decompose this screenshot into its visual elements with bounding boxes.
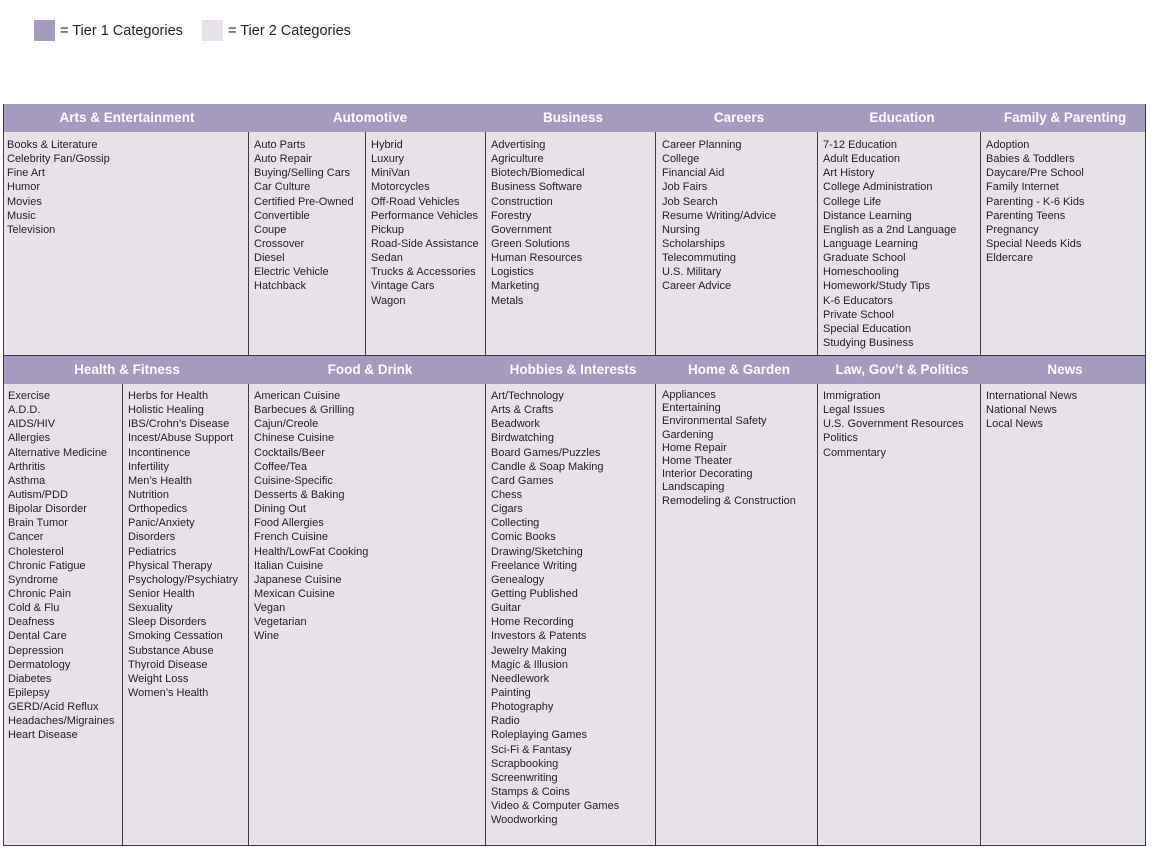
column-divider	[485, 384, 486, 846]
tier2-list-health-fitness-b	[128, 389, 238, 700]
tier2-item: Cocktails/Beer	[254, 446, 325, 459]
tier2-item: Epilepsy	[8, 686, 50, 699]
column-divider	[248, 132, 249, 356]
tier2-item: Chronic Fatigue	[8, 559, 86, 572]
tier2-item: Board Games/Puzzles	[491, 446, 601, 459]
tier2-item: Cholesterol	[8, 545, 64, 558]
tier2-item: Smoking Cessation	[128, 630, 223, 643]
tier1-header-arts-entertainment: Arts & Entertainment	[59, 110, 195, 125]
tier2-item: IBS/Crohn’s Disease	[128, 418, 230, 431]
tier2-item: Art/Technology	[491, 390, 564, 402]
tier2-item: Metals	[491, 294, 524, 307]
tier2-item: Substance Abuse	[128, 644, 214, 657]
tier2-item: Job Search	[662, 195, 718, 208]
tier2-item: Babies & Toddlers	[986, 153, 1075, 166]
tier2-item: Thyroid Disease	[128, 658, 208, 671]
tier2-item: Radio	[491, 715, 520, 728]
column-divider	[485, 132, 486, 356]
column-divider	[980, 384, 981, 846]
tier2-item: Environmental Safety	[662, 415, 767, 428]
tier1-header-hobbies-interests: Hobbies & Interests	[509, 362, 637, 377]
tier2-item: Barbecues & Grilling	[254, 404, 355, 417]
tier1-header-home-garden: Home & Garden	[687, 362, 791, 377]
tier2-item: Studying Business	[823, 336, 914, 349]
tier2-item: Parenting Teens	[986, 209, 1066, 222]
tier2-list-automotive-a	[254, 138, 354, 294]
tier2-item: Dermatology	[8, 658, 71, 671]
tier1-header-careers: Careers	[713, 110, 765, 125]
tier2-item: A.D.D.	[8, 404, 41, 417]
tier2-item: Pediatrics	[128, 545, 177, 558]
tier2-item: Art History	[823, 167, 875, 180]
tier2-item: Daycare/Pre School	[986, 167, 1084, 180]
tier2-item: Special Education	[823, 322, 912, 335]
tier2-item: Screenwriting	[491, 771, 558, 784]
tier2-item: Convertible	[254, 209, 310, 222]
tier2-item: French Cuisine	[254, 531, 328, 544]
tier2-item: Italian Cuisine	[254, 559, 324, 572]
tier2-item: Cancer	[8, 531, 44, 544]
tier2-item: Biotech/Biomedical	[491, 167, 585, 180]
column-divider	[817, 132, 818, 356]
tier2-item: Marketing	[491, 280, 540, 293]
tier1-header-automotive: Automotive	[332, 110, 408, 125]
tier2-item: Women’s Health	[128, 686, 209, 699]
tier2-item: Entertaining	[662, 402, 721, 415]
tier2-item: Orthopedics	[128, 503, 188, 516]
tier2-item: Incest/Abuse Support	[128, 432, 234, 445]
tier2-item: Commentary	[823, 446, 886, 459]
tier2-item: Dental Care	[8, 630, 67, 643]
tier2-item: Family Internet	[986, 181, 1059, 194]
tier2-item: Motorcycles	[371, 181, 430, 194]
tier2-item: Health/LowFat Cooking	[254, 545, 369, 558]
tier2-item: Desserts & Baking	[254, 488, 345, 501]
tier2-item: Hybrid	[371, 139, 403, 151]
tier2-item: Home Recording	[491, 616, 574, 629]
tier2-item: Sleep Disorders	[128, 616, 207, 629]
tier2-item: Chess	[491, 488, 523, 501]
tier2-item: Genealogy	[491, 573, 545, 586]
tier2-item: Vegetarian	[254, 616, 307, 629]
tier2-item: Appliances	[662, 389, 716, 401]
tier2-item: Disorders	[128, 531, 176, 544]
tier2-item: Woodworking	[491, 814, 558, 827]
tier2-item: Agriculture	[491, 153, 544, 166]
tier2-item: Eldercare	[986, 252, 1034, 265]
tier2-item: Coupe	[254, 223, 287, 236]
tier2-item: Stamps & Coins	[491, 785, 570, 798]
tier2-item: Private School	[823, 308, 894, 321]
tier2-item: Vintage Cars	[371, 280, 435, 293]
tier2-item: Arthritis	[8, 460, 46, 473]
tier2-item: Government	[491, 223, 552, 236]
tier2-item: Immigration	[823, 390, 881, 402]
tier2-item: Parenting - K-6 Kids	[986, 195, 1085, 208]
tier2-item: Career Planning	[662, 139, 742, 151]
tier2-item: U.S. Government Resources	[823, 418, 964, 431]
tier2-item: Movies	[7, 195, 42, 208]
tier2-item: Beadwork	[491, 418, 540, 431]
tier2-item: Men’s Health	[128, 474, 192, 487]
tier2-item: Pickup	[371, 223, 405, 236]
tier2-list-health-fitness-a	[8, 389, 114, 743]
tier1-header-family-parenting: Family & Parenting	[1003, 110, 1127, 125]
tier2-item: Alternative Medicine	[8, 446, 108, 459]
tier2-item: College Administration	[823, 181, 933, 194]
tier2-item: 7-12 Education	[823, 139, 897, 151]
tier2-item: Mexican Cuisine	[254, 587, 335, 600]
tier2-item: K-6 Educators	[823, 294, 893, 307]
tier2-list-law-govt-politics	[823, 389, 964, 460]
tier2-item: Adult Education	[823, 153, 901, 166]
category-row-1	[3, 104, 1146, 356]
tier2-item: Sexuality	[128, 602, 173, 615]
tier2-item: Electric Vehicle	[254, 266, 329, 279]
tier2-item: Magic & Illusion	[491, 658, 569, 671]
tier1-header-health-fitness: Health & Fitness	[74, 362, 180, 377]
tier2-item: Music	[7, 209, 36, 222]
tier2-item: Sedan	[371, 252, 403, 265]
column-divider	[817, 384, 818, 846]
tier2-item: Certified Pre-Owned	[254, 195, 354, 208]
column-divider	[248, 384, 249, 846]
tier2-item: Pregnancy	[986, 223, 1039, 236]
tier2-item: Special Needs Kids	[986, 237, 1082, 250]
tier2-item: MiniVan	[371, 167, 410, 180]
tier2-item: Food Allergies	[254, 517, 324, 530]
tier2-list-business	[491, 138, 585, 308]
tier2-item: English as a 2nd Language	[823, 223, 957, 236]
tier2-item: Sci-Fi & Fantasy	[491, 743, 572, 756]
tier1-header-business: Business	[542, 110, 604, 125]
tier2-item: American Cuisine	[254, 390, 341, 402]
category-row-2	[3, 356, 1146, 846]
tier2-item: Autism/PDD	[8, 488, 68, 501]
tier2-item: Painting	[491, 686, 531, 699]
tier2-item: Logistics	[491, 266, 534, 279]
tier2-item: Collecting	[491, 517, 540, 530]
tier2-item: Green Solutions	[491, 237, 570, 250]
tier2-item: Local News	[986, 418, 1043, 431]
tier2-item: Resume Writing/Advice	[662, 209, 777, 222]
column-divider	[980, 132, 981, 356]
tier2-item: AIDS/HIV	[8, 418, 56, 431]
tier2-item: Wagon	[371, 294, 406, 307]
tier2-item: Politics	[823, 432, 858, 445]
tier2-item: Off-Road Vehicles	[371, 195, 460, 208]
tier2-item: Cajun/Creole	[254, 418, 319, 431]
column-divider	[655, 384, 656, 846]
tier2-item: Performance Vehicles	[371, 209, 478, 222]
tier2-item: Home Theater	[662, 454, 733, 467]
tier2-item: Road-Side Assistance	[371, 237, 479, 250]
tier2-item: Gardening	[662, 428, 714, 441]
tier2-item: Coffee/Tea	[254, 460, 308, 473]
tier2-item: Construction	[491, 195, 553, 208]
tier2-item: Graduate School	[823, 252, 906, 265]
column-divider	[655, 132, 656, 356]
tier1-header-food-drink: Food & Drink	[327, 362, 413, 377]
tier2-item: Chinese Cuisine	[254, 432, 335, 445]
tier2-item: Bipolar Disorder	[8, 503, 87, 516]
tier2-item: Humor	[7, 181, 41, 194]
tier2-item: Interior Decorating	[662, 468, 753, 481]
tier2-item: Herbs for Health	[128, 390, 209, 402]
tier2-item: Hatchback	[254, 280, 306, 293]
tier2-item: Nursing	[662, 223, 700, 236]
tier2-item: Video & Computer Games	[491, 800, 620, 813]
tier2-list-food-drink	[254, 389, 368, 644]
tier2-item: Allergies	[8, 432, 51, 445]
tier2-item: Freelance Writing	[491, 559, 577, 572]
tier2-item: Getting Published	[491, 587, 578, 600]
tier2-item: Chronic Pain	[8, 587, 71, 600]
tier2-item: Homeschooling	[823, 266, 899, 279]
tier2-item: Financial Aid	[662, 167, 725, 180]
tier1-header-education: Education	[869, 110, 935, 125]
tier2-item: Crossover	[254, 237, 305, 250]
tier2-list-hobbies-interests	[491, 389, 619, 827]
tier2-list-education	[823, 138, 956, 350]
tier2-item: Holistic Healing	[128, 404, 204, 417]
tier2-list-family-parenting	[986, 138, 1084, 265]
tier2-item: Job Fairs	[662, 181, 708, 194]
tier2-item: Cold & Flu	[8, 602, 60, 615]
tier2-item: Language Learning	[823, 237, 918, 250]
tier1-swatch	[34, 20, 55, 41]
tier2-item: Nutrition	[128, 488, 169, 501]
tier2-item: Television	[7, 223, 56, 236]
tier1-header-news: News	[1047, 362, 1083, 377]
tier2-item: U.S. Military	[662, 266, 722, 279]
column-divider	[365, 132, 366, 356]
tier2-item: Trucks & Accessories	[371, 266, 476, 279]
tier2-item: Guitar	[491, 602, 521, 615]
tier2-item: Telecommuting	[662, 252, 736, 265]
tier2-list-arts-entertainment	[7, 138, 110, 237]
tier2-item: Cigars	[491, 503, 523, 516]
tier2-item: Investors & Patents	[491, 630, 587, 643]
tier2-item: Roleplaying Games	[491, 729, 587, 742]
tier2-item: Home Repair	[662, 441, 727, 454]
tier2-item: Landscaping	[662, 481, 725, 494]
tier2-item: Comic Books	[491, 531, 556, 544]
tier2-item: Advertising	[491, 139, 546, 151]
tier2-item: Senior Health	[128, 587, 195, 600]
tier2-item: Adoption	[986, 139, 1030, 151]
tier2-item: National News	[986, 404, 1057, 417]
tier2-list-careers	[662, 138, 776, 294]
tier2-item: Asthma	[8, 474, 46, 487]
tier2-list-automotive-b	[371, 138, 479, 308]
tier2-item: Brain Tumor	[8, 517, 68, 530]
tier2-item: Business Software	[491, 181, 583, 194]
tier2-item: Drawing/Sketching	[491, 545, 583, 558]
tier2-item: Scholarships	[662, 237, 725, 250]
tier2-item: Candle & Soap Making	[491, 460, 604, 473]
tier2-item: Physical Therapy	[128, 559, 213, 572]
tier2-swatch	[202, 20, 223, 41]
tier2-item: Scrapbooking	[491, 757, 559, 770]
tier2-item: Luxury	[371, 153, 405, 166]
tier2-item: Car Culture	[254, 181, 311, 194]
legend-label-tier2: = Tier 2 Categories	[228, 23, 351, 39]
tier2-item: Career Advice	[662, 280, 732, 293]
tier2-item: International News	[986, 390, 1078, 402]
tier2-item: Legal Issues	[823, 404, 885, 417]
tier2-item: Cuisine-Specific	[254, 474, 333, 487]
tier2-list-news	[986, 389, 1077, 431]
tier2-item: Exercise	[8, 390, 51, 402]
tier2-item: Fine Art	[7, 167, 45, 180]
tier2-item: Arts & Crafts	[491, 404, 554, 417]
tier2-item: Syndrome	[8, 573, 59, 586]
tier2-item: Books & Literature	[7, 139, 98, 151]
tier2-item: Homework/Study Tips	[823, 280, 930, 293]
tier2-item: Depression	[8, 644, 64, 657]
tier2-item: Forestry	[491, 209, 532, 222]
tier2-item: Dining Out	[254, 503, 306, 516]
tier2-item: Card Games	[491, 474, 554, 487]
tier2-item: Infertility	[128, 460, 169, 473]
tier2-item: Remodeling & Construction	[662, 494, 796, 507]
tier2-item: Celebrity Fan/Gossip	[7, 153, 110, 166]
tier2-item: Auto Repair	[254, 153, 313, 166]
legend-label-tier1: = Tier 1 Categories	[60, 23, 183, 39]
tier2-item: Jewelry Making	[491, 644, 567, 657]
tier2-item: Panic/Anxiety	[128, 517, 195, 530]
tier2-item: Diesel	[254, 252, 285, 265]
tier2-item: Japanese Cuisine	[254, 573, 342, 586]
tier2-item: Vegan	[254, 602, 286, 615]
tier2-item: Incontinence	[128, 446, 191, 459]
tier2-item: College Life	[823, 195, 882, 208]
tier2-item: Photography	[491, 701, 554, 714]
tier2-item: Weight Loss	[128, 672, 189, 685]
tier2-item: Auto Parts	[254, 139, 306, 151]
tier2-item: College	[662, 153, 700, 166]
tier2-item: GERD/Acid Reflux	[8, 701, 99, 714]
tier2-item: Heart Disease	[8, 729, 78, 742]
tier2-item: Human Resources	[491, 252, 583, 265]
tier1-header-law-govt-politics: Law, Gov’t & Politics	[835, 362, 969, 377]
tier2-item: Wine	[254, 630, 280, 643]
tier2-item: Buying/Selling Cars	[254, 167, 350, 180]
tier2-item: Psychology/Psychiatry	[128, 573, 239, 586]
tier2-list-home-garden	[662, 389, 796, 508]
tier2-item: Birdwatching	[491, 432, 554, 445]
column-divider	[122, 384, 123, 846]
tier2-item: Distance Learning	[823, 209, 912, 222]
tier2-item: Deafness	[8, 616, 55, 629]
tier2-item: Diabetes	[8, 672, 52, 685]
tier2-item: Headaches/Migraines	[8, 715, 115, 728]
tier2-item: Needlework	[491, 672, 550, 685]
